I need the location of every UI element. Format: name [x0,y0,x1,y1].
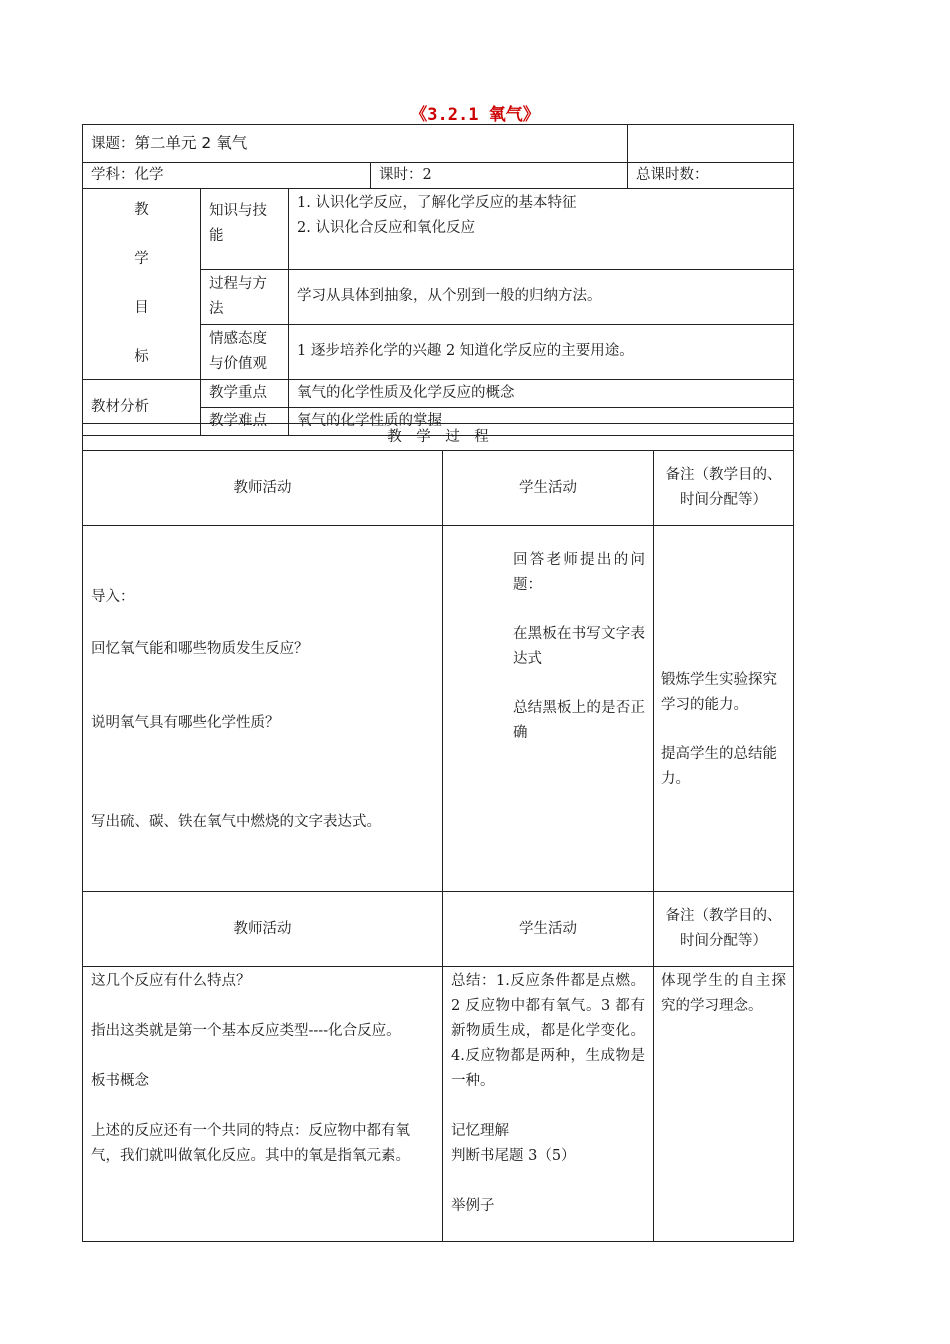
objective-label: 知识与技能 [201,189,289,270]
note-cell [654,967,794,1242]
process-block-1 [83,526,794,892]
note-cell [654,526,794,892]
col-note-header: 备注（教学目的、时间分配等） [654,451,794,526]
objective-content [289,324,794,379]
teacher-line: 这几个反应有什么特点？ [91,973,251,989]
objective-content [289,269,794,324]
col-note-header: 备注（教学目的、时间分配等） [654,892,794,967]
topic-cell [83,125,628,163]
page-title: 《3.2.1 氧气》 [410,105,540,125]
process-header-row [83,424,794,451]
objective-line: 2. 认识化合反应和氧化反应 [297,220,475,236]
student-line: 总结黑板上的是否正确 [513,700,645,741]
teaching-process-table [82,423,794,1242]
student-line: 记忆理解 [451,1123,509,1139]
analysis-label: 教材分析 [83,380,201,436]
topic-label: 课题： [91,135,135,152]
column-header-row-2 [83,892,794,967]
teacher-line: 指出这类就是第一个基本反应类型----化合反应。 [91,1023,401,1039]
side-char: 标 [134,349,149,365]
objective-label: 过程与方法 [201,269,289,324]
col-teacher-header: 教师活动 [83,451,443,526]
process-block-2 [83,967,794,1242]
objectives-side-label [83,189,201,380]
note-line: 锻炼学生实验探究学习的能力。 [661,672,777,713]
side-char: 学 [134,251,149,267]
column-header-row [83,451,794,526]
topic-empty-cell [628,125,794,163]
process-header: 教 学 过 程 [83,424,794,451]
analysis-item-text: 氧气的化学性质及化学反应的概念 [289,380,794,408]
teacher-line: 说明氧气具有哪些化学性质？ [91,715,280,731]
subject-cell: 学科：化学 [83,163,371,189]
topic-row [83,125,794,163]
objective-content [289,189,794,270]
student-line: 在黑板在书写文字表达式 [513,626,645,667]
col-teacher-header: 教师活动 [83,892,443,967]
periods-cell: 课时：2 [371,163,628,189]
teacher-line: 回忆氧气能和哪些物质发生反应？ [91,641,309,657]
analysis-item-label: 教学难点 [201,408,289,436]
student-line: 总结：1.反应条件都是点燃。2 反应物中都有氧气。3 都有新物质生成，都是化学变化。4.反应物都是两种，生成物是一种。 [451,973,645,1089]
teacher-activity-cell [83,967,443,1242]
note-line: 体现学生的自主探究的学习理念。 [661,973,786,1014]
analysis-item-text: 氧气的化学性质的掌握 [289,408,794,436]
analysis-item-label: 教学重点 [201,380,289,408]
student-activity-cell [443,526,654,892]
col-student-header: 学生活动 [443,892,654,967]
student-activity-cell [443,967,654,1242]
objective-row-knowledge [83,189,794,270]
teacher-line: 上述的反应还有一个共同的特点：反应物中都有氧气，我们就叫做氧化反应。其中的氧是指氧元素。 [91,1123,410,1164]
topic-value: 第二单元 2 氧气 [134,133,248,152]
col-student-header: 学生活动 [443,451,654,526]
total-periods-cell: 总课时数： [628,163,794,189]
student-line: 举例子 [451,1198,495,1214]
objective-line: 1 逐步培养化学的兴趣 2 知道化学反应的主要用途。 [297,343,634,360]
teacher-line: 板书概念 [91,1073,149,1089]
analysis-row-key [83,380,794,408]
side-char: 目 [134,300,149,316]
objective-line: 学习从具体到抽象，从个别到一般的归纳方法。 [297,288,602,305]
side-char: 教 [134,202,149,218]
lesson-info-table [82,124,794,436]
teacher-activity-cell [83,526,443,892]
student-line: 回答老师提出的问题： [513,552,645,593]
subject-row [83,163,794,189]
teacher-line: 写出硫、碳、铁在氧气中燃烧的文字表达式。 [91,814,381,830]
objective-line: 1. 认识化学反应，了解化学反应的基本特征 [297,195,577,211]
objective-label: 情感态度与价值观 [201,324,289,379]
note-line: 提高学生的总结能力。 [661,746,777,787]
teacher-line: 导入： [91,589,135,605]
student-line: 判断书尾题 3（5） [451,1148,576,1164]
